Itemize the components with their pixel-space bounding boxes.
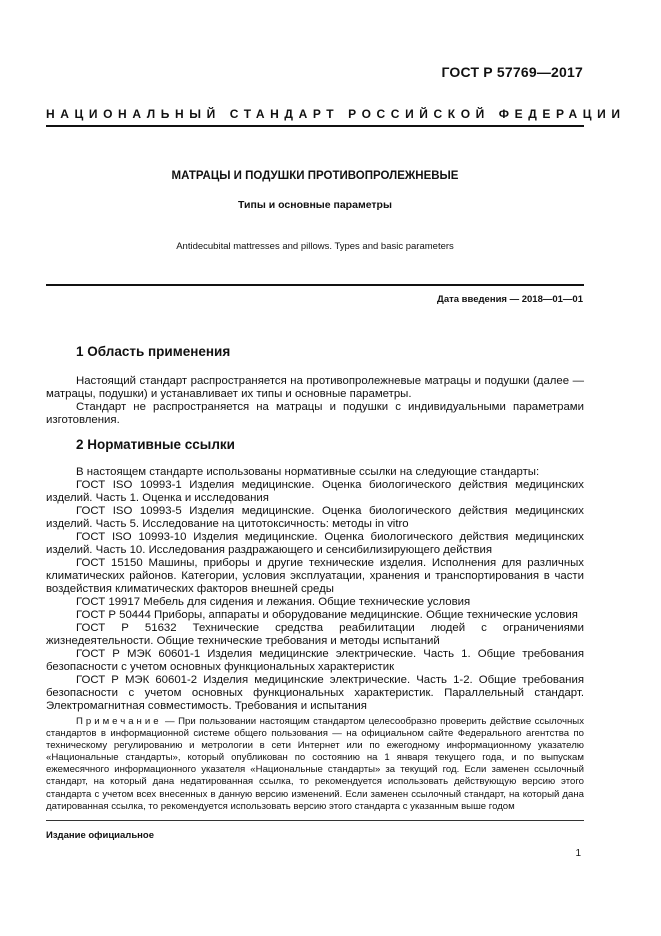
section-scope-body [46,375,584,427]
paragraph: Стандарт не распространяется на матрацы и подушки с индивидуальными параметрами изготовления. [46,401,584,426]
section-heading-scope: 1 Область применения [76,344,231,359]
header-divider [46,125,584,127]
document-subtitle: Типы и основные параметры [238,199,392,211]
reference-item: ГОСТ Р 51632 Технические средства реабилитации людей с ограничениями жизнедеятельности. Общие технические требования и методы испытаний [46,622,584,647]
reference-item: ГОСТ Р 50444 Приборы, аппараты и оборудование медицинские. Общие технические условия [76,609,578,621]
reference-item: ГОСТ ISO 10993-10 Изделия медицинские. Оценка биологического действия медицинских изделий. Часть 10. Исследования раздражающего и сенсибилизирующего действия [46,531,584,556]
section-heading-references: 2 Нормативные ссылки [76,437,235,452]
national-standard-banner: НАЦИОНАЛЬНЫЙ СТАНДАРТ РОССИЙСКОЙ ФЕДЕРАЦИИ [46,107,626,121]
reference-item: ГОСТ Р МЭК 60601-1 Изделия медицинские электрические. Часть 1. Общие требования безопасности с учетом основных функциональных характеристик [46,648,584,673]
note-text: — При пользовании настоящим стандартом целесообразно проверить действие ссылочных стандартов в информационной системе общего пользования — на официальном сайте Федерального агентства по техническому регулированию и метрологии в сети Интернет или по ежегодному информационному указателю «Национальные стандарты», который опубликован по состоянию на 1 января текущего года, и по выпускам ежемесячного информационного указателя «Национальные стандарты» за текущий год. Если заменен ссылочный стандарт, на который дана недатированная ссылка, то рекомендуется использовать действующую версию этого стандарта с учетом всех внесенных в данную версию изменений. Если заменен ссылочный стандарт, на который дана датированная ссылка, то рекомендуется использовать версию этого стандарта с указанным выше годом [46,716,584,812]
reference-item: ГОСТ 19917 Мебель для сидения и лежания. Общие технические условия [76,596,471,608]
footer-divider [46,820,584,821]
page-number: 1 [575,848,581,859]
paragraph: Настоящий стандарт распространяется на противопролежневые матрацы и подушки (далее — матрацы, подушки) и устанавливает их типы и основные параметры. [46,375,584,400]
document-title: МАТРАЦЫ И ПОДУШКИ ПРОТИВОПРОЛЕЖНЕВЫЕ [171,170,459,182]
title-divider [46,284,584,286]
english-title: Antidecubital mattresses and pillows. Types and basic parameters [176,241,454,252]
introduction-date: Дата введения — 2018—01—01 [437,294,583,305]
reference-item: ГОСТ Р МЭК 60601-2 Изделия медицинские электрические. Часть 1-2. Общие требования безопасности с учетом основных функциональных характеристик. Параллельный стандарт. Электромагнитная совместимость. Требования и испытания [46,674,584,712]
note [46,716,584,813]
reference-item: ГОСТ 15150 Машины, приборы и другие технические изделия. Исполнения для различных климатических районов. Категории, условия эксплуатации, хранения и транспортирования в части воздействия климатических факторов внешней среды [46,557,584,595]
document-id: ГОСТ Р 57769—2017 [441,64,583,80]
section-references-body [46,466,584,713]
reference-item: ГОСТ ISO 10993-1 Изделия медицинские. Оценка биологического действия медицинских изделий. Часть 1. Оценка и исследования [46,479,584,504]
references-intro: В настоящем стандарте использованы нормативные ссылки на следующие стандарты: [76,466,540,478]
reference-item: ГОСТ ISO 10993-5 Изделия медицинские. Оценка биологического действия медицинских изделий. Часть 5. Исследование на цитотоксичность: методы in vitro [46,505,584,530]
note-label: Примечание [76,716,162,727]
official-edition-label: Издание официальное [46,830,154,841]
